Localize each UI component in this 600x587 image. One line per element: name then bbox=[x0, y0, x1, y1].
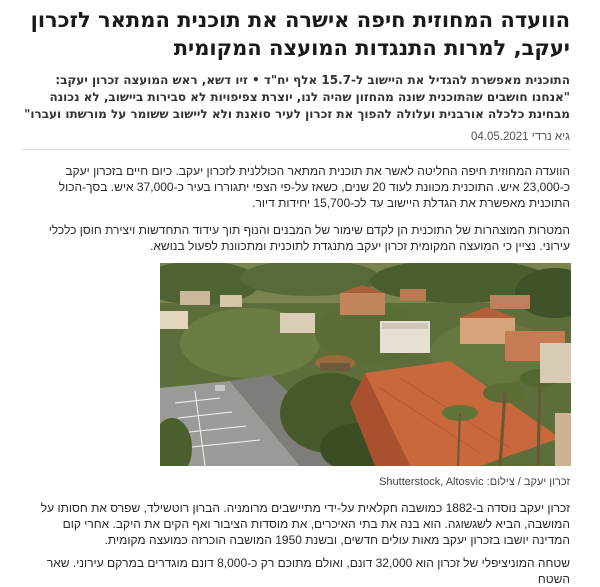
article-subheadline: התוכנית מאפשרת להגדיל את היישוב ל-15.7 אלף יח"ד • זיו דשא, ראש המועצה זכרון יעקב: "אנחנו חושבים שהתוכנית שונה מהחזון שהיה לנו, יוצרת צפיפויות לא סבירות ביישוב, לא נכונה מבחינת כלכלה אורבנית ועלולה להפוך את זכרון לעיר סואנת ולא ליישוב ששומר על מורשתו ועברו" bbox=[24, 73, 570, 121]
article-paragraph: המטרות המוצהרות של התוכנית הן לקדם שימור של המבנים והנוף תוך עידוד התחדשות ויצירת חוסן כלכלי עירוני. נציין כי המועצה המקומית זכרון יעקב מתנגדת לתוכנית ומתכוונת לפעול בנושא. bbox=[48, 223, 570, 253]
article-paragraph: זכרון יעקב נוסדה ב-1882 כמושבה חקלאית על-ידי מתיישבים מרומניה. הברון רוטשילד, שפרס את חסותו על המושבה, הביא לשגשוגה. הוא בנה את בתי האיכרים, את מוסדות הציבור ואף הקים את היקב. אחרי קום המדינה יושבו בזכרון יעקב מאות עולים חדשים, ובשנת 1950 המושבה הוכרזה כמועצה מקומית. bbox=[40, 501, 570, 547]
article-photo bbox=[160, 263, 571, 466]
article-headline: הוועדה המחוזית חיפה אישרה את תוכנית המתאר לזכרון יעקב, למרות התנגדות המועצה המקומית bbox=[30, 8, 570, 60]
photo-caption: זכרון יעקב / צילום: Shutterstock, Altosvic bbox=[379, 476, 570, 488]
article-paragraph: הוועדה המחוזית חיפה החליטה לאשר את תוכנית המתאר הכוללנית לזכרון יעקב. כיום חיים בזכרון יעקב כ-23,000 איש. התוכנית מכוונת לעוד 20 שנים, כשאז על-פי הצפי יתגוררו בעיר כ-37,000 איש. בסך-הכול התוכנית מאפשרת את הגדלת היישוב עד לכ-15,700 יחידות דיור. bbox=[58, 164, 570, 210]
article-paragraph: שטחה המוניציפלי של זכרון הוא 32,000 דונם, ואולם מתוכם רק כ-8,000 דונם מוגדרים במרקם עירוני. שאר השטח bbox=[46, 556, 570, 586]
article-byline bbox=[22, 131, 570, 150]
author-name[interactable]: גיא נרדי bbox=[531, 131, 570, 143]
publish-date: 04.05.2021 bbox=[470, 131, 529, 143]
